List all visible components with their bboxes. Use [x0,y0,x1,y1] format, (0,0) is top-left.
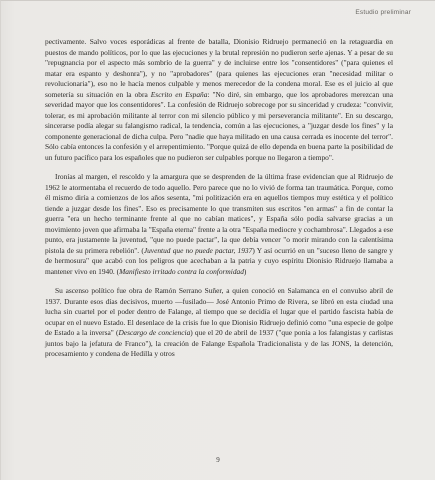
paragraph-1 [45,37,393,163]
paragraph-1-text-a: pectivamente. Salvo voces esporádicas al frente de batalla, Dionisio Ridruejo permaneció en la retaguardia en puestos de mando políticos, por lo que las ejecuciones y la brutal represión no pudieron serle ajenas. Y a pesar de su "repugnancia por el aspecto más sombrío de la guerra" y de incluirse entre los "consentidores" ("para quienes el matar era espanto y deshonra"), y no "aprobadores" (para quienes las ejecuciones eran "necesidad militar o revolucionaria"), eso no le hacía menos culpable y menos merecedor de la condena moral. Ese es el juicio al que sometería su situación en la obra [45,37,393,99]
paragraph-2-title-1: Juventud que no puede pactar, 1937 [143,245,253,255]
paragraph-1-text-c: : "No diré, sin embargo, que los aprobadores merezcan una severidad mayor que los consentidores". La confesión de Ridruejo sobrecoge por su sinceridad y crudeza: "convivir, tolerar, es mi aprobación militante al terror con mi silencio público y mi perseverancia militante". En su descargo, sincerarse podía alegar su falangismo radical, la tendencia, común a las ejecuciones, a "juzgar desde los fines" y la componente generacional de dicha culpa. Pero "nadie que haya militado en una causa cerrada es inocente del terror". Sólo cabía entonces la confesión y el arrepentimiento. "Porque quizá de ello dependa en buena parte la posibilidad de un futuro pacífico para los españoles que no pudieron ser culpables porque no llegaron a tiempo". [45,89,393,162]
paragraph-2-text-c: ) Y así ocurrió en un "suceso lleno de sangre y de hermosura" que acabó con los peligros que acechaban a la patria y cuyo espíritu Dionisio Ridruejo llamaba a mantener vivo en 1940. ( [45,245,393,276]
paragraph-3-text-a: Su ascenso político fue obra de Ramón Serrano Suñer, a quien conoció en Salamanca en el convulso abril de 1937. Durante esos días decisivos, muerto —fusilado— José Antonio Primo de Rivera, se libró en esta ciudad una lucha sin cuartel por el poder dentro de Falange, al tiempo que se decidía el lugar que el partido fascista había de ocupar en el nuevo Estado. El desenlace de la crisis fue lo que Dionisio Ridruejo definió como "una especie de golpe de Estado a la inversa" ( [45,286,393,337]
paragraph-3-text-c: ) que el 20 de abril de 1937 ("que ponía a los falangistas y carlistas juntos bajo la jefatura de Franco"), la creación de Falange Española Tradicionalista y de las JONS, la detención, procesamiento y condena de Hedilla y otros [45,328,393,358]
body-text [45,37,393,360]
running-head: Estudio preliminar [355,9,411,16]
paragraph-2 [45,172,393,277]
paragraph-2-text-a: Ironías al margen, el rescoldo y la amargura que se desprenden de la última frase evidencian que al Ridruejo de 1962 le atormentaba el recuerdo de todo aquello. Pero parece que no lo vivió de forma tan traumática. Porque, como él mismo diría a comienzos de los años sesenta, "mi politización era en aquellos tiempos muy estética y el político tiende a juzgar desde los fines". Eso es precisamente lo que transmiten sus escritos "en armas" a fin de contar la guerra "era un hecho terminante frente al que no cabían matices", y España sólo podía salvarse gracias a un movimiento joven que afirmaba la "España eterna" frente a la otra "España mediocre y cochambrosa". Llegados a ese punto, era justamente la juventud, "que no puede pactar", la que debía vencer "o morir mirando con la calentísima pistola de su primera rebelión". ( [45,172,393,255]
paragraph-3 [45,286,393,360]
page-number: 9 [216,456,220,464]
paragraph-2-text-e: ) [243,266,247,276]
paragraph-1-title: Escrito en España [150,89,208,99]
paragraph-3-title: Descargo de conciencia [118,328,191,337]
paragraph-2-title-2: Manifiesto irritado contra la conformidad [119,266,244,276]
